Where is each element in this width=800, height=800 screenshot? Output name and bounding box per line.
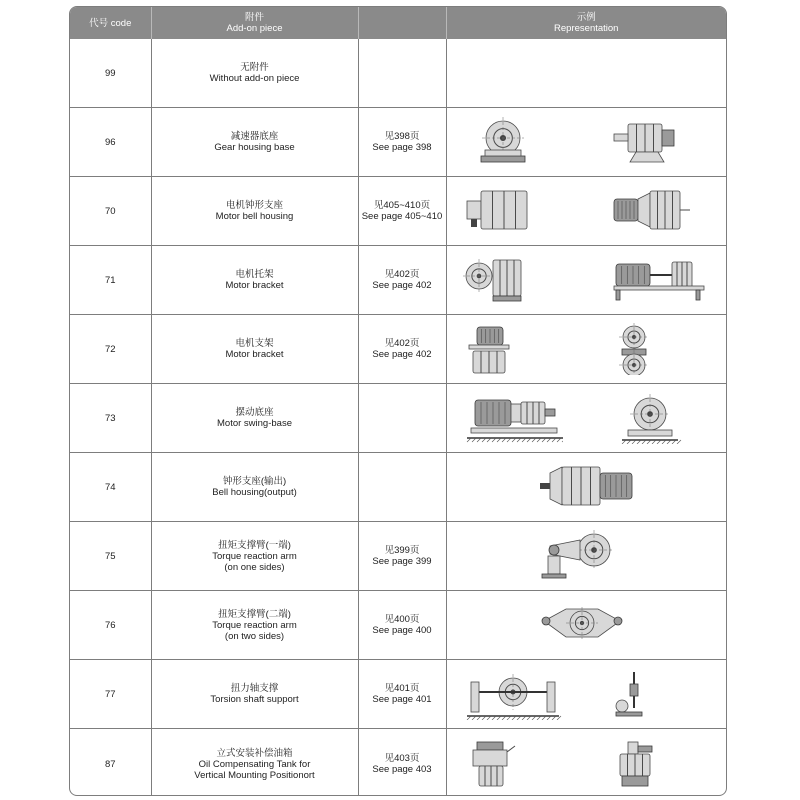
cell-representation [446,39,726,108]
addon-name-line: Bell housing(output) [212,487,297,498]
addon-name-line: Motor bracket [225,349,284,360]
header-page [358,7,446,39]
swing-base-side-drawing [463,392,563,444]
addon-name-line: Torque reaction arm [212,619,297,631]
cell-addon-name [151,384,358,453]
header-rep-cn: 示例 [576,12,596,23]
cell-representation [446,177,726,246]
addon-name-line: Oil Compensating Tank for [198,758,311,770]
page-ref-line: 见403页 [384,753,420,764]
page-ref-line: 见402页 [384,269,420,280]
addon-name-line: 减速器底座 [230,131,279,142]
cell-representation [446,591,726,660]
addon-name-line: (on one sides) [224,561,285,573]
header-addon-cn: 附件 [244,12,264,23]
header-code: 代号 code [70,7,151,39]
addon-name-line: Torsion shaft support [210,694,299,705]
cell-addon-name [151,315,358,384]
cell-representation [446,384,726,453]
cell-page-ref [358,39,446,108]
addon-name-line: 钟形支座(输出) [222,476,287,487]
cell-addon-name [151,660,358,729]
addon-name-line: 电机托架 [235,269,274,280]
page-ref-line: See page 402 [372,280,432,291]
table-header-row [70,7,726,39]
page-ref-line: See page 400 [372,625,432,636]
table-row [70,246,726,315]
page-ref-line: 见398页 [384,131,420,142]
addon-name-line: 电机钟形支座 [225,200,283,211]
cell-code: 75 [70,522,151,591]
addon-name-line: 摆动底座 [235,407,274,418]
cell-addon-name [151,246,358,315]
table-row [70,591,726,660]
page-ref-line: See page 402 [372,349,432,360]
addon-name-line: 扭矩支撑臂(一端) [218,539,291,551]
table-row [70,39,726,108]
addon-name-line: Motor swing-base [217,418,292,429]
page-ref-line: 见399页 [384,545,420,556]
table-row [70,660,726,729]
table-row [70,315,726,384]
page-ref-line: See page 399 [372,556,432,567]
table-row [70,108,726,177]
cell-page-ref [358,384,446,453]
addon-name-line: 立式安装补偿油箱 [216,747,293,759]
cell-page-ref [358,729,446,797]
page-ref-line: 见405~410页 [373,200,431,211]
motor-bracket-drawing-a [463,254,563,306]
addon-name-line: Motor bracket [225,280,284,291]
addon-name-line: Torque reaction arm [212,550,297,562]
page-ref-line: See page 403 [372,764,432,775]
cell-code: 76 [70,591,151,660]
cell-code: 96 [70,108,151,177]
gear-housing-base-side-drawing [610,116,710,168]
table-row [70,453,726,522]
cell-page-ref [358,315,446,384]
cell-addon-name [151,729,358,797]
cell-addon-name [151,108,358,177]
cell-code: 73 [70,384,151,453]
addon-name-line: 扭力轴支撑 [230,683,279,694]
cell-page-ref [358,453,446,522]
motor-support-drawing-b [610,323,710,375]
cell-page-ref [358,177,446,246]
table-row [70,384,726,453]
table-row [70,522,726,591]
cell-page-ref [358,246,446,315]
header-representation [446,7,726,39]
addon-name-line: 电机支架 [235,338,274,349]
cell-representation [446,108,726,177]
motor-bell-housing-drawing-a [463,185,563,237]
addon-name-line: Without add-on piece [209,73,300,84]
cell-code: 99 [70,39,151,108]
addon-name-line: 扭矩支撑臂(二端) [218,608,291,620]
cell-addon-name [151,39,358,108]
motor-bell-housing-drawing-b [610,185,710,237]
addon-name-line: Gear housing base [214,142,295,153]
swing-base-front-drawing [610,392,710,444]
addon-name-line: Motor bell housing [215,211,294,222]
page-ref-line: See page 398 [372,142,432,153]
cell-page-ref [358,591,446,660]
page-ref-line: 见400页 [384,614,420,625]
cell-code: 77 [70,660,151,729]
addon-table [70,7,726,796]
cell-page-ref [358,522,446,591]
motor-bracket-drawing-b [610,254,710,306]
addon-name-line: (on two sides) [224,630,285,642]
cell-representation [446,315,726,384]
oil-tank-drawing-a [463,738,563,790]
cell-code: 74 [70,453,151,522]
cell-representation [446,246,726,315]
addon-name-line: Vertical Mounting Positionort [194,769,315,781]
oil-tank-drawing-b [610,738,710,790]
header-addon [151,7,358,39]
gear-housing-base-front-drawing [463,116,563,168]
page-ref-line: See page 405~410 [361,211,443,222]
addon-table-frame [69,6,727,796]
cell-page-ref [358,108,446,177]
table-row [70,729,726,797]
torsion-shaft-support-front-drawing [463,668,563,720]
cell-representation [446,453,726,522]
torque-arm-two-sides-drawing [536,599,636,651]
table-row [70,177,726,246]
header-addon-en: Add-on piece [226,23,283,34]
torsion-shaft-support-side-drawing [610,668,710,720]
header-rep-en: Representation [554,23,619,34]
cell-code: 71 [70,246,151,315]
cell-representation [446,729,726,797]
cell-addon-name [151,177,358,246]
page-ref-line: See page 401 [372,694,432,705]
torque-arm-one-side-drawing [536,530,636,582]
cell-code: 87 [70,729,151,797]
bell-housing-output-drawing [536,461,636,513]
cell-page-ref [358,660,446,729]
page-ref-line: 见402页 [384,338,420,349]
motor-support-drawing-a [463,323,563,375]
cell-representation [446,660,726,729]
addon-name-line: 无附件 [240,62,269,73]
cell-addon-name [151,453,358,522]
cell-code: 70 [70,177,151,246]
page-ref-line: 见401页 [384,683,420,694]
cell-addon-name [151,591,358,660]
cell-representation [446,522,726,591]
cell-addon-name [151,522,358,591]
cell-code: 72 [70,315,151,384]
